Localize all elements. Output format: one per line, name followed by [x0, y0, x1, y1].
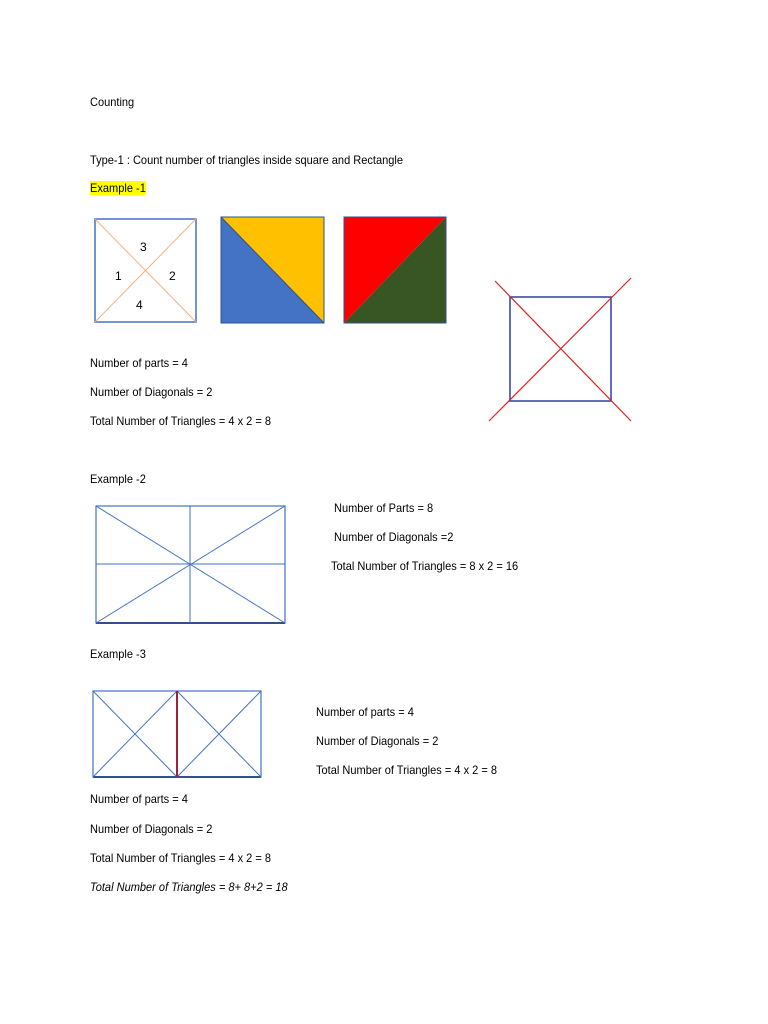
ex3-grand-total-text: Total Number of Triangles = 8+ 8+2 = 18	[90, 880, 288, 894]
example-2-label: Example -2	[90, 472, 146, 486]
example-3-label: Example -3	[90, 647, 146, 661]
ex3-below-total-text: Total Number of Triangles = 4 x 2 = 8	[90, 851, 272, 865]
ex2-parts-text: Number of Parts = 8	[334, 501, 434, 515]
ex3-right-parts-text: Number of parts = 4	[316, 705, 414, 719]
page-heading: Counting	[90, 95, 135, 109]
ex3-below-parts-text: Number of parts = 4	[90, 792, 188, 806]
ex1-total-text: Total Number of Triangles = 4 x 2 = 8	[90, 414, 272, 428]
ex3-right-diagonals-text: Number of Diagonals = 2	[316, 734, 439, 748]
ex2-diagonals-text: Number of Diagonals =2	[334, 530, 454, 544]
ex1-diagonals-text: Number of Diagonals = 2	[90, 385, 213, 399]
ex1-parts-text: Number of parts = 4	[90, 356, 188, 370]
ex3-right-total-text: Total Number of Triangles = 4 x 2 = 8	[316, 763, 498, 777]
ex3-below-diagonals-text: Number of Diagonals = 2	[90, 822, 213, 836]
two-squares-figure	[93, 691, 261, 777]
ex2-total-text: Total Number of Triangles = 8 x 2 = 16	[331, 559, 519, 573]
part-label-4: 4	[136, 298, 143, 312]
part-label-3: 3	[140, 240, 147, 254]
part-label-1: 1	[115, 269, 122, 283]
part-label-2: 2	[169, 269, 176, 283]
example-1-label: Example -1	[90, 181, 146, 195]
type-title: Type-1 : Count number of triangles inside square and Rectangle	[90, 153, 403, 167]
